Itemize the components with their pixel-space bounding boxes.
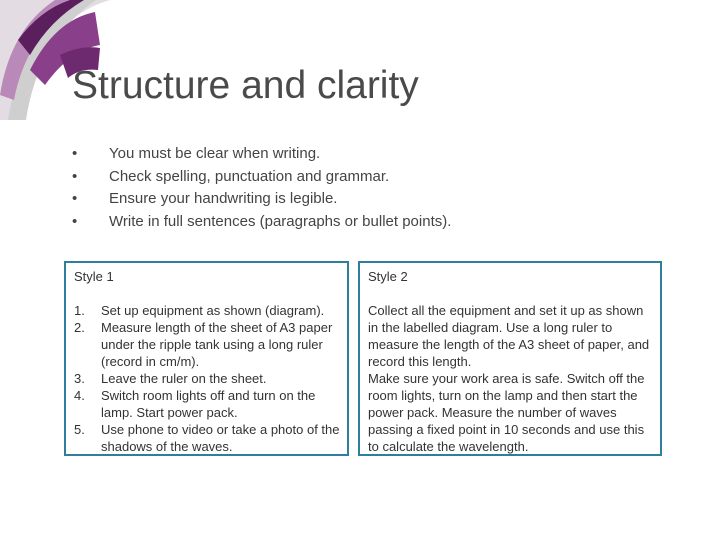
step-text: Set up equipment as shown (diagram). [101,303,325,318]
step-text: Switch room lights off and turn on the lamp. Start power pack. [101,388,316,420]
bullet-marker: • [72,190,78,207]
step-item [74,319,346,370]
bullet-list [72,143,672,233]
step-item [74,421,346,455]
step-item [74,387,346,421]
step-item [74,370,346,387]
style2-paragraph: Make sure your work area is safe. Switch off the room lights, turn on the lamp and then start the power pack. Measure the number of waves passing a fixed point in 10 seconds and use this to calculate the wavelength. [368,371,645,454]
bullet-marker: • [72,167,78,185]
bullet-text: Write in full sentences (paragraphs or bullet points). [109,212,452,230]
step-number: 2. [74,320,85,335]
step-number: 5. [74,422,85,437]
step-text: Use phone to video or take a photo of the shadows of the waves. [101,422,340,454]
bullet-text: You must be clear when writing. [109,145,321,162]
step-number: 4. [74,388,85,403]
bullet-item [72,211,672,234]
step-text: Measure length of the sheet of A3 paper under the ripple tank using a long ruler (record in cm/m). [101,320,333,369]
bullet-item [72,143,672,166]
style1-steps [74,302,346,455]
style2-box [358,261,662,456]
style1-title: Style 1 [74,269,114,284]
bullet-item [72,188,672,211]
bullet-text: Check spelling, punctuation and grammar. [109,167,390,185]
slide-title: Structure and clarity [72,64,419,107]
step-number: 3. [74,371,85,386]
bullet-item [72,166,672,189]
style1-box [64,261,349,456]
step-item [74,302,346,319]
step-number: 1. [74,303,85,318]
bullet-marker: • [72,145,78,162]
bullet-marker: • [72,212,78,230]
style2-title: Style 2 [368,269,408,284]
style2-text [368,302,656,455]
bullet-text: Ensure your handwriting is legible. [109,190,338,207]
style2-paragraph: Collect all the equipment and set it up as shown in the labelled diagram. Use a long ruler to measure the length of the A3 sheet of paper, and record this length. [368,303,650,369]
step-text: Leave the ruler on the sheet. [101,371,267,386]
